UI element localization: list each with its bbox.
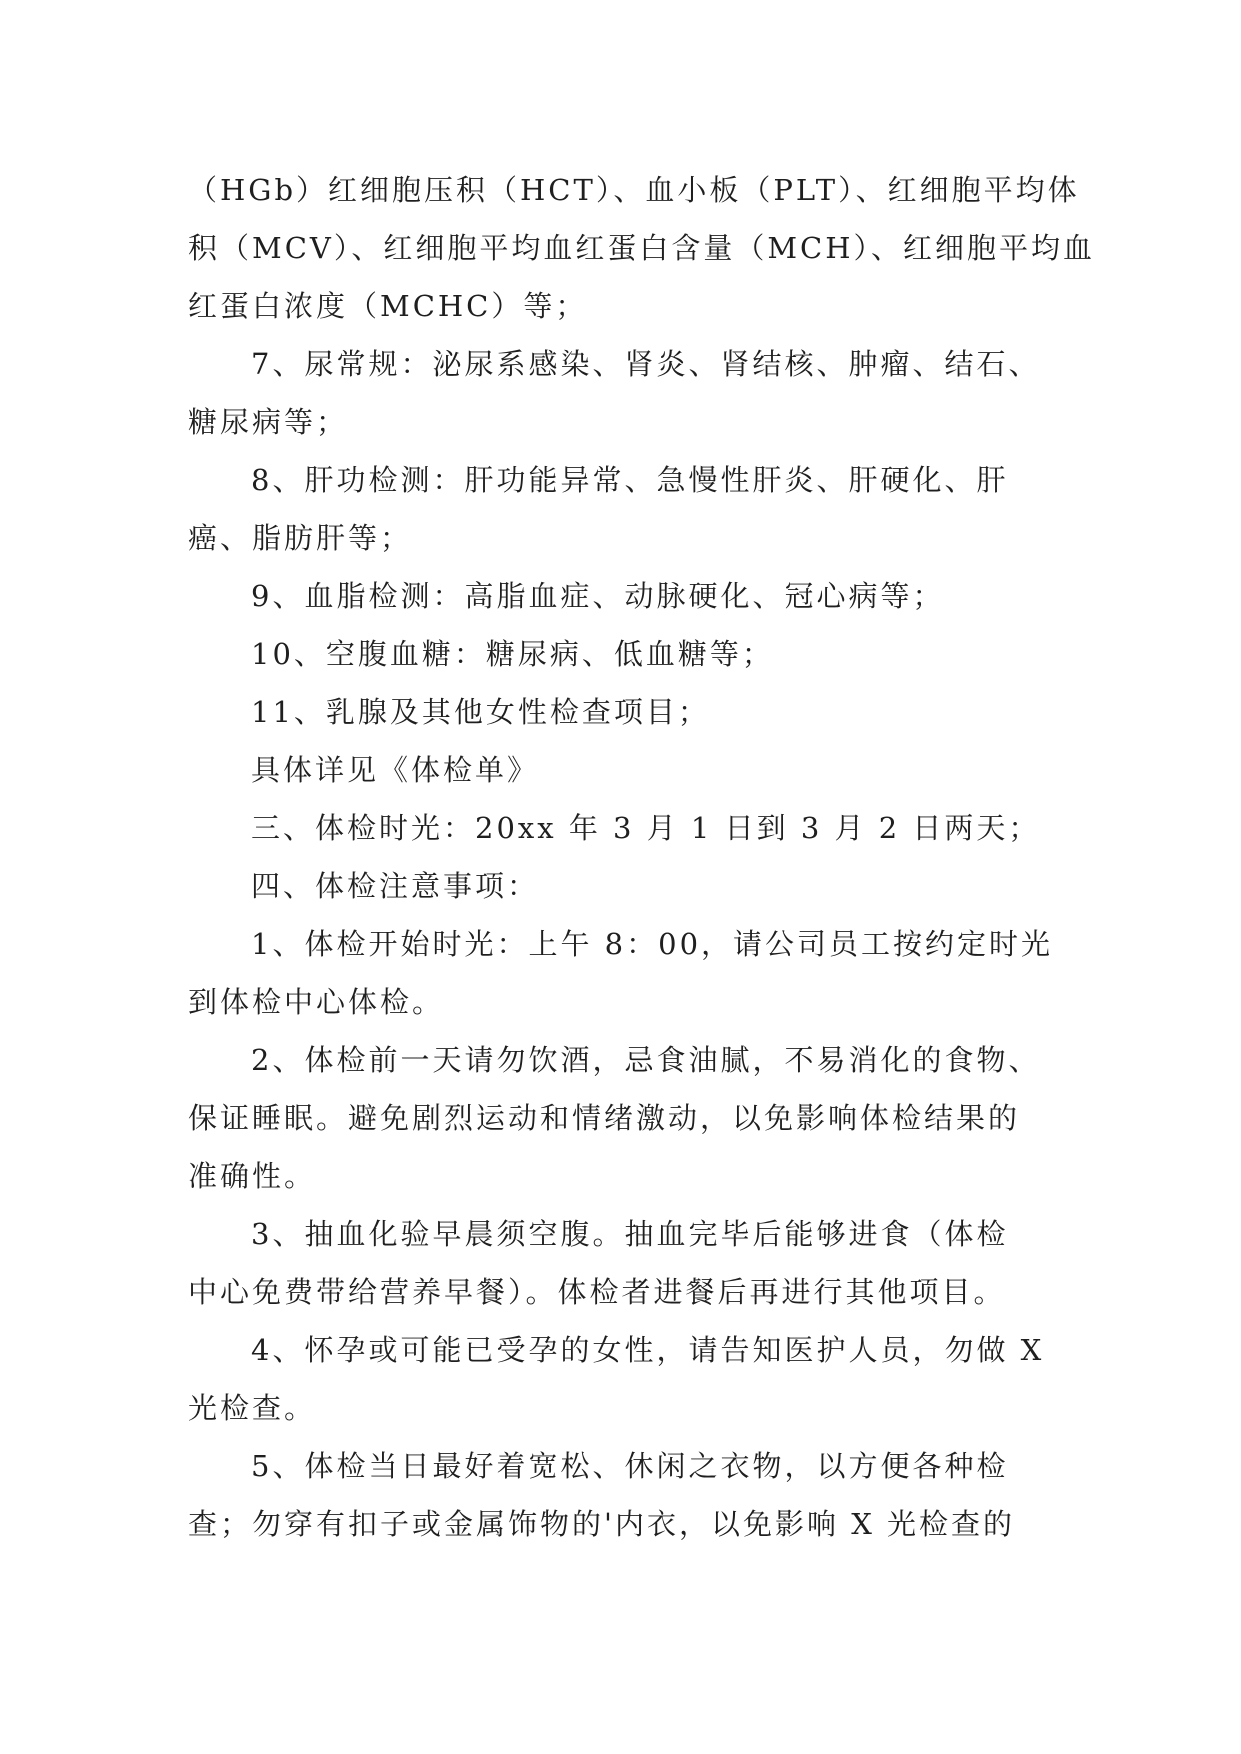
text-line: 四、体检注意事项： xyxy=(251,869,540,903)
text-line: 5、体检当日最好着宽松、休闲之衣物，以方便各种检 xyxy=(251,1449,1009,1483)
text-line: 准确性。 xyxy=(188,1159,317,1193)
text-line: 11、乳腺及其他女性检查项目； xyxy=(251,695,710,729)
text-line: 9、血脂检测：高脂血症、动脉硬化、冠心病等； xyxy=(251,579,945,613)
text-line: 8、肝功检测：肝功能异常、急慢性肝炎、肝硬化、肝 xyxy=(251,463,1009,497)
text-line: 积（MCV）、红细胞平均血红蛋白含量（MCH）、红细胞平均血 xyxy=(188,231,1095,265)
text-line: 保证睡眠。避免剧烈运动和情绪激动，以免影响体检结果的 xyxy=(188,1101,1021,1135)
text-line: 10、空腹血糖：糖尿病、低血糖等； xyxy=(251,637,774,671)
text-line: 中心免费带给营养早餐）。体检者进餐后再进行其他项目。 xyxy=(188,1275,1006,1309)
text-line: 具体详见《体检单》 xyxy=(251,753,540,787)
text-line: 4、怀孕或可能已受孕的女性，请告知医护人员，勿做 X xyxy=(251,1333,1045,1367)
document-body xyxy=(188,161,1095,1553)
text-line: 光检查。 xyxy=(188,1391,317,1425)
text-line: 糖尿病等； xyxy=(188,405,349,439)
text-line: 3、抽血化验早晨须空腹。抽血完毕后能够进食（体检 xyxy=(251,1217,1009,1251)
text-line: 查；勿穿有扣子或金属饰物的'内衣，以免影响 X 光检查的 xyxy=(188,1507,1016,1541)
text-line: 癌、脂肪肝等； xyxy=(188,521,413,555)
text-line: 7、尿常规：泌尿系感染、肾炎、肾结核、肿瘤、结石、 xyxy=(251,347,1041,381)
text-line: （HGb）红细胞压积（HCT）、血小板（PLT）、红细胞平均体 xyxy=(188,173,1080,207)
text-line: 到体检中心体检。 xyxy=(188,985,445,1019)
text-line: 1、体检开始时光：上午 8：00，请公司员工按约定时光 xyxy=(251,927,1054,961)
text-line: 红蛋白浓度（MCHC）等； xyxy=(188,289,588,323)
text-line: 2、体检前一天请勿饮酒，忌食油腻，不易消化的食物、 xyxy=(251,1043,1041,1077)
text-line: 三、体检时光：20xx 年 3 月 1 日到 3 月 2 日两天； xyxy=(251,811,1041,845)
